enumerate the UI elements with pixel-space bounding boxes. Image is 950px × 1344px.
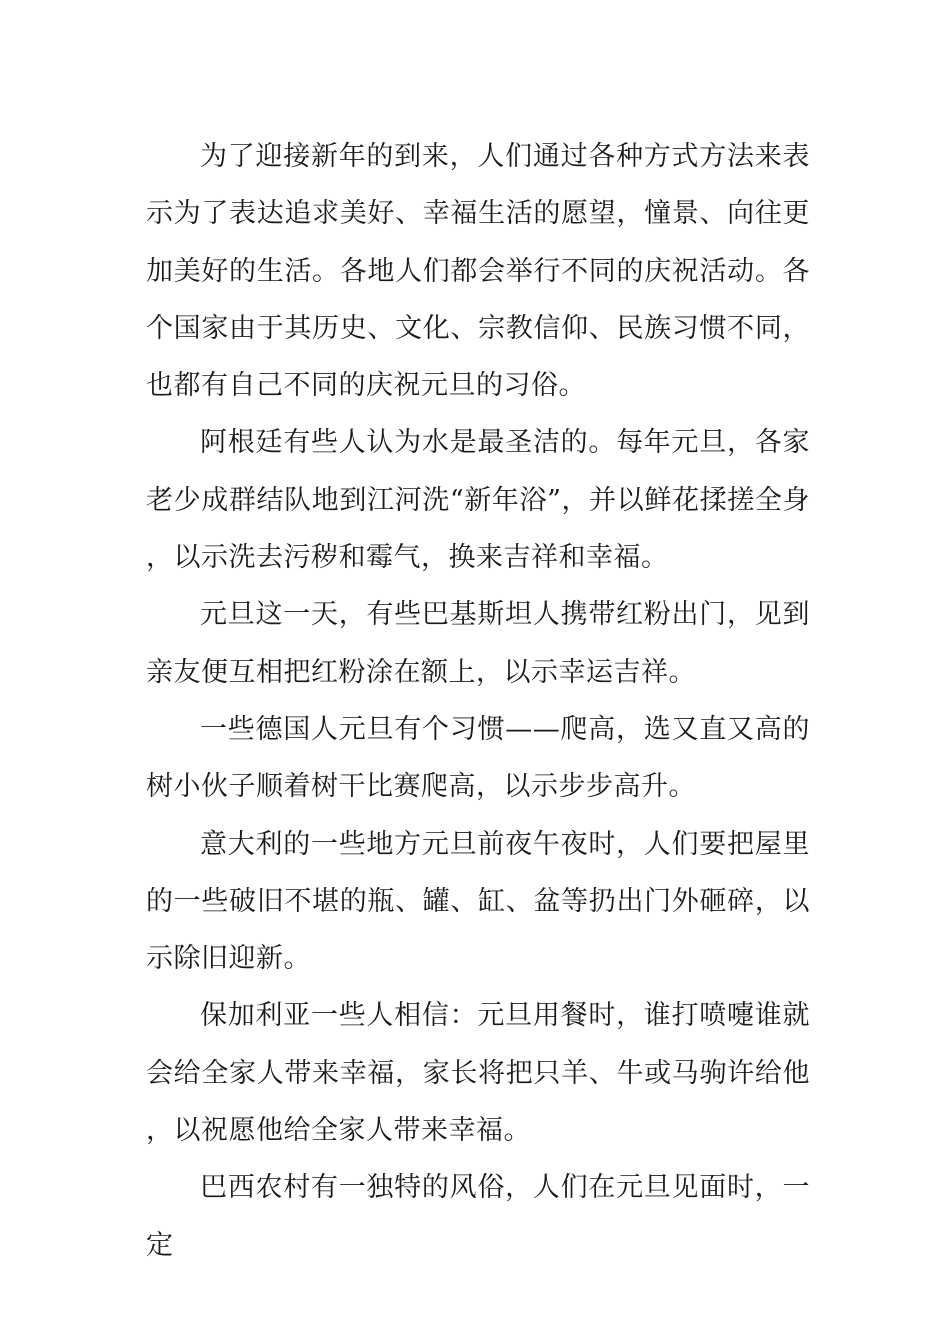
paragraph-brazil: 巴西农村有一独特的风俗，人们在元旦见面时，一定 <box>146 1172 810 1261</box>
document-body <box>146 128 810 1274</box>
paragraph-bulgaria: 保加利亚一些人相信：元旦用餐时，谁打喷嚏谁就会给全家人带来幸福，家长将把只羊、牛或马驹许给他，以祝愿他给全家人带来幸福。 <box>146 1000 810 1147</box>
paragraph-germany: 一些德国人元旦有个习惯——爬高，选又直又高的树小伙子顺着树干比赛爬高，以示步步高升。 <box>146 713 810 803</box>
paragraph-italy: 意大利的一些地方元旦前夜午夜时，人们要把屋里的一些破旧不堪的瓶、罐、缸、盆等扔出门外砸碎，以示除旧迎新。 <box>146 828 810 975</box>
paragraph-argentina: 阿根廷有些人认为水是最圣洁的。每年元旦，各家老少成群结队地到江河洗“新年浴”，并以鲜花揉搓全身，以示洗去污秽和霉气，换来吉祥和幸福。 <box>146 427 810 574</box>
paragraph-pakistan: 元旦这一天，有些巴基斯坦人携带红粉出门，见到亲友便互相把红粉涂在额上，以示幸运吉祥。 <box>146 599 810 688</box>
paragraph-new-year-intro: 为了迎接新年的到来，人们通过各种方式方法来表示为了表达追求美好、幸福生活的愿望，憧景、向往更加美好的生活。各地人们都会举行不同的庆祝活动。各个国家由于其历史、文化、宗教信仰、民族习惯不同，也都有自己不同的庆祝元旦的习俗。 <box>146 141 810 402</box>
